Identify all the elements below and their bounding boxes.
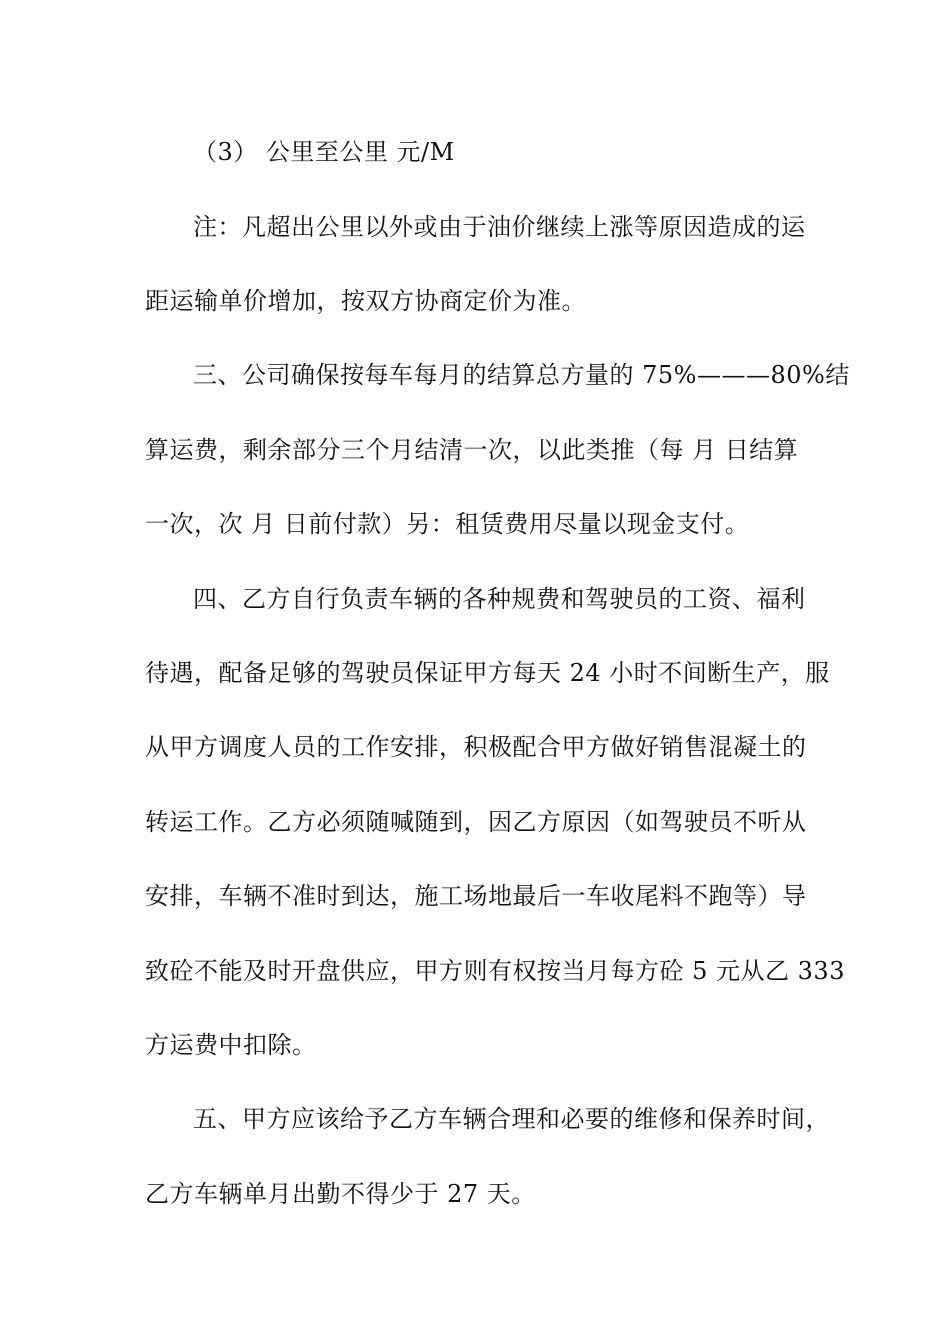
section-4-line-7: 方运费中扣除。: [145, 1031, 317, 1059]
section-4-line-6: 致砼不能及时开盘供应，甲方则有权按当月每方砼 5 元从乙 333: [145, 957, 845, 985]
section-5-line-2: 乙方车辆单月出勤不得少于 27 天。: [145, 1180, 536, 1208]
note-paragraph-line-1: 注：凡超出公里以外或由于油价继续上涨等原因造成的运: [193, 213, 806, 241]
section-4-line-3: 从甲方调度人员的工作安排，积极配合甲方做好销售混凝土的: [145, 733, 807, 761]
section-4-line-1: 四、乙方自行负责车辆的各种规费和驾驶员的工资、福利: [193, 585, 806, 613]
clause-3-distance-price: （3） 公里至公里 元/M: [193, 138, 455, 166]
section-3-line-3: 一次，次 月 日前付款）另：租赁费用尽量以现金支付。: [145, 510, 750, 538]
section-3-line-2: 算运费，剩余部分三个月结清一次，以此类推（每 月 日结算: [145, 436, 799, 464]
section-5-line-1: 五、甲方应该给予乙方车辆合理和必要的维修和保养时间，: [193, 1105, 830, 1133]
section-3-line-1: 三、公司确保按每车每月的结算总方量的 75%———80%结: [193, 361, 850, 389]
section-4-line-4: 转运工作。乙方必须随喊随到，因乙方原因（如驾驶员不听从: [145, 808, 807, 836]
section-4-line-2: 待遇，配备足够的驾驶员保证甲方每天 24 小时不间断生产，服: [145, 659, 830, 687]
section-4-line-5: 安排，车辆不准时到达，施工场地最后一车收尾料不跑等）导: [145, 882, 807, 910]
note-paragraph-line-2: 距运输单价增加，按双方协商定价为准。: [145, 287, 586, 315]
